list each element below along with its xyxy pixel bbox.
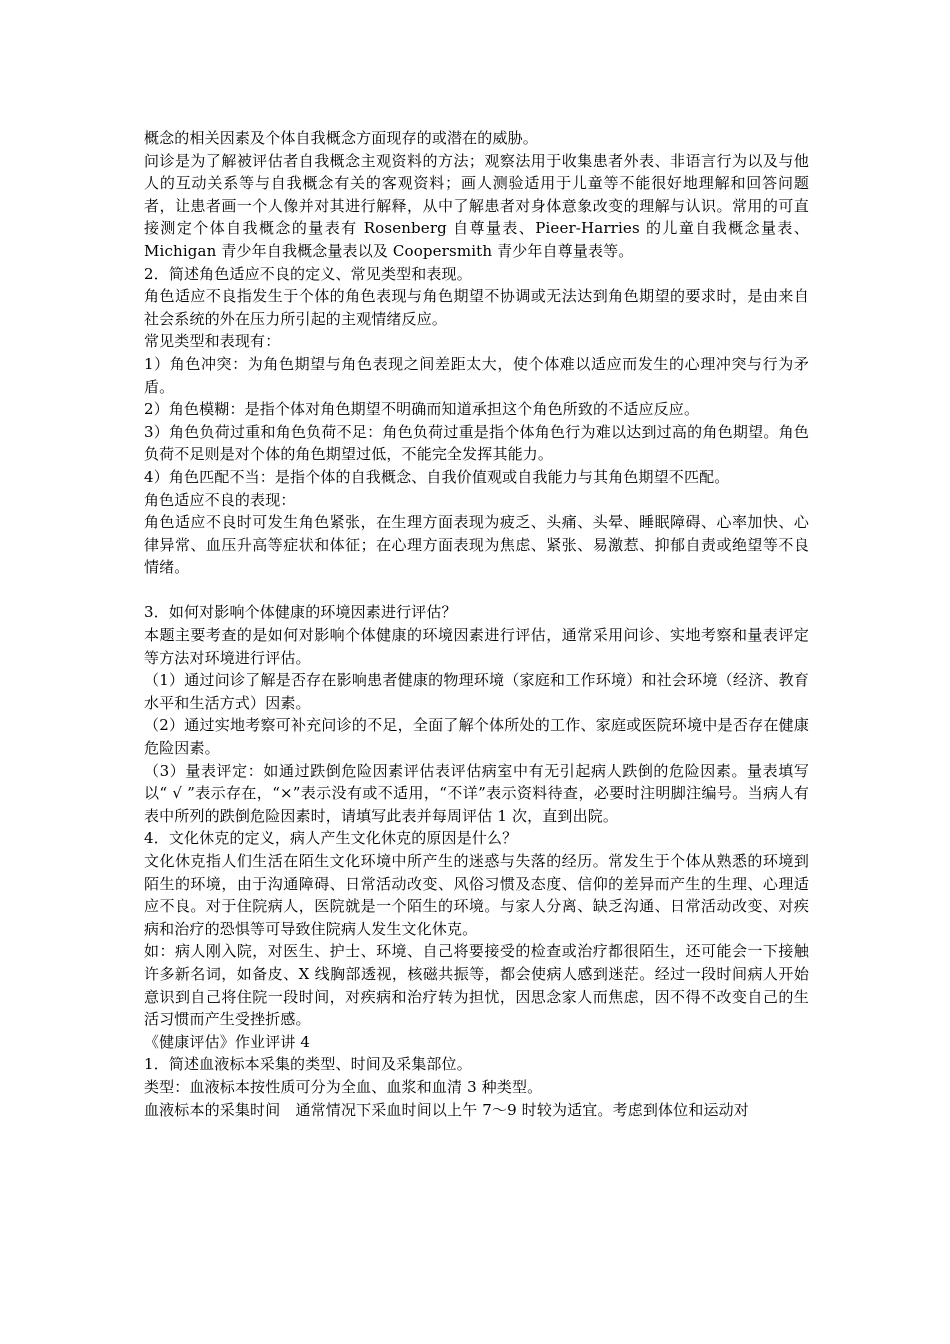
paragraph: 角色适应不良指发生于个体的角色表现与角色期望不协调或无法达到角色期望的要求时，是由来自社会系统的外在压力所引起的主观情绪反应。 [144,287,809,328]
list-item: 2）角色模糊：是指个体对角色期望不明确而知道承担这个角色所致的不适应反应。 [144,400,700,419]
question-heading: 3．如何对影响个体健康的环境因素进行评估？ [144,603,457,622]
paragraph: 如：病人刚入院，对医生、护士、环境、自己将要接受的检查或治疗都很陌生，还可能会一下接触许多新名词，如备皮、X 线胸部透视，核磁共振等，都会使病人感到迷茫。经过一段时间病人开始意识到自己将住院一段时间，对疾病和治疗转为担忧，因思念家人而焦虑，因不得不改变自己的生活习惯而产生受挫折感。 [144,942,809,1029]
question-heading: 4．文化休克的定义，病人产生文化休克的原因是什么？ [144,829,518,848]
paragraph: 问诊是为了解被评估者自我概念主观资料的方法；观察法用于收集患者外表、非语言行为以及与他人的互动关系等与自我概念有关的客观资料；画人测验适用于儿童等不能很好地理解和回答问题者，让患者画一个人像并对其进行解释，从中了解患者对身体意象改变的理解与认识。常用的可直接测定个体自我概念的量表有 Rosenberg 自尊量表、Pieer-Harries 的儿童自我概念量表、Michigan 青少年自我概念量表以及 Coopersmith 青少年自尊量表等。 [144,151,809,260]
paragraph: 常见类型和表现有： [144,332,281,351]
list-item: 1）角色冲突：为角色期望与角色表现之间差距太大，使个体难以适应而发生的心理冲突与行为矛盾。 [144,354,809,396]
paragraph: 本题主要考查的是如何对影响个体健康的环境因素进行评估，通常采用问诊、实地考察和量表评定等方法对环境进行评估。 [144,626,809,667]
paragraph: 概念的相关因素及个体自我概念方面现存的或潜在的威胁。 [144,129,538,147]
paragraph: 血液标本的采集时间 通常情况下采血时间以上午 7～9 时较为适宜。考虑到体位和运动对 [144,1100,749,1119]
list-item: 4）角色匹配不当：是指个体的自我概念、自我价值观或自我能力与其角色期望不匹配。 [144,467,730,486]
paragraph: 类型：血液标本按性质可分为全血、血浆和血清 3 种类型。 [144,1077,543,1096]
list-item: （2）通过实地考察可补充问诊的不足，全面了解个体所处的工作、家庭或医院环境中是否存在健康危险因素。 [144,716,809,758]
list-item: 3）角色负荷过重和角色负荷不足：角色负荷过重是指个体角色行为难以达到过高的角色期望。角色负荷不足则是对个体的角色期望过低，不能完全发挥其能力。 [144,422,809,464]
question-heading: 2．简述角色适应不良的定义、常见类型和表现。 [144,264,472,283]
question-heading: 1．简述血液标本采集的类型、时间及采集部位。 [144,1055,472,1074]
list-item: （3）量表评定：如通过跌倒危险因素评估表评估病室中有无引起病人跌倒的危险因素。量表填写以“ √ ”表示存在，“×”表示没有或不适用，“不详”表示资料待查，必要时注明脚注编号。当病人有表中所列的跌倒危险因素时，请填写此表并每周评估 1 次，直到出院。 [144,761,809,825]
paragraph: 文化休克指人们生活在陌生文化环境中所产生的迷惑与失落的经历。常发生于个体从熟悉的环境到陌生的环境，由于沟通障碍、日常活动改变、风俗习惯及态度、信仰的差异而产生的生理、心理适应不良。对于住院病人，医院就是一个陌生的环境。与家人分离、缺乏沟通、日常活动改变、对疾病和治疗的恐惧等可导致住院病人发生文化休克。 [144,852,809,938]
section-title: 《健康评估》作业评讲 4 [144,1032,311,1051]
document-body [144,127,809,1121]
paragraph: 角色适应不良的表现： [144,490,296,509]
paragraph: 角色适应不良时可发生角色紧张，在生理方面表现为疲乏、头痛、头晕、睡眠障碍、心率加快、心律异常、血压升高等症状和体征；在心理方面表现为焦虑、紧张、易激惹、抑郁自责或绝望等不良情绪。 [144,513,809,577]
blank-line [144,579,809,602]
list-item: （1）通过问诊了解是否存在影响患者健康的物理环境（家庭和工作环境）和社会环境（经济、教育水平和生活方式）因素。 [144,671,809,712]
